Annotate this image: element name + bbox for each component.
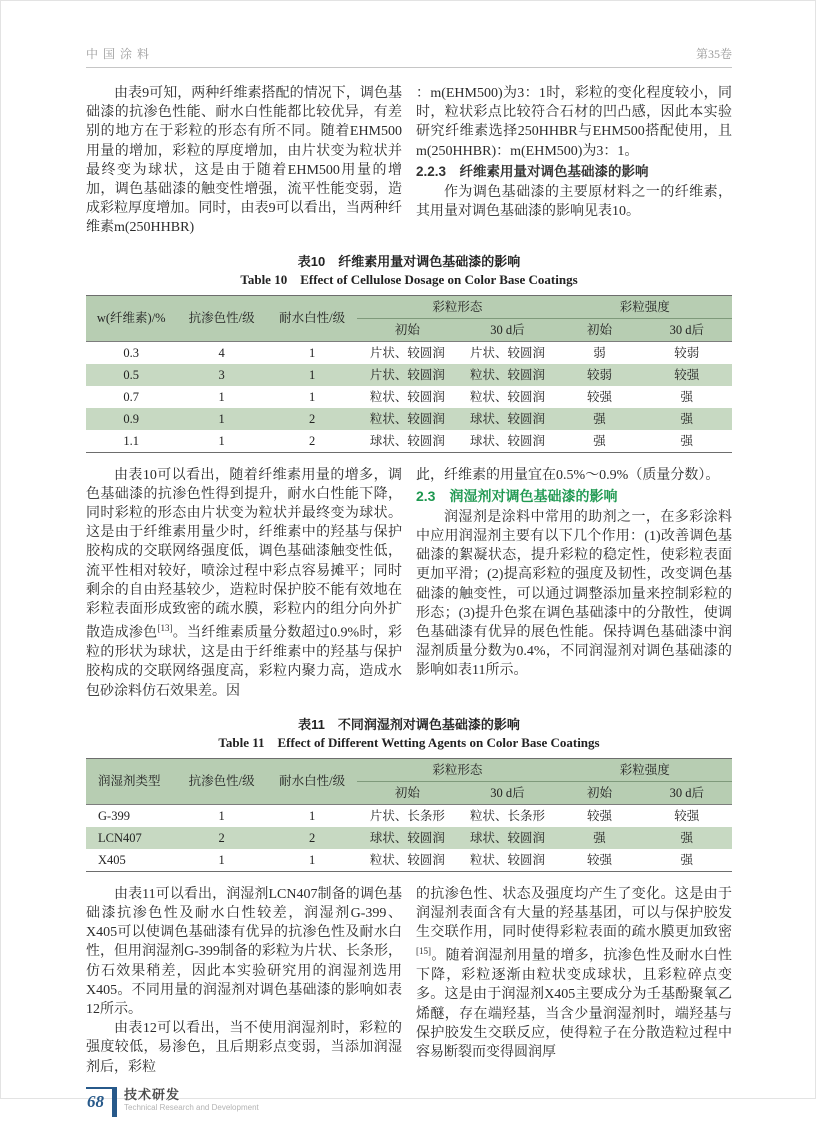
- citation-ref: [15]: [416, 946, 431, 957]
- column-subheader: 30 d后: [642, 318, 732, 341]
- table-cell: 较弱: [558, 364, 642, 386]
- column-header: w(纤维素)/%: [86, 295, 176, 341]
- table-cell: 1: [218, 389, 225, 404]
- table-row: [86, 408, 732, 430]
- table-cell: 4: [218, 345, 225, 360]
- right-column: [416, 885, 732, 1077]
- left-column: [86, 84, 402, 238]
- paragraph: ：m(EHM500)为3：1时，彩粒的变化程度较小，同时，粒状彩点比较符合石材的凹凸感，因此本实验研究纤维素选择250HHBR与EHM500搭配使用，且m(250HHBR)：m(EHM500)为3：1。: [416, 86, 732, 159]
- table-cell: 2: [176, 827, 266, 849]
- column-subheader: 初始: [357, 781, 457, 804]
- table-row: [86, 849, 732, 872]
- paragraph: 作为调色基础漆的主要原材料之一的纤维素，其用量对调色基础漆的影响见表10。: [416, 184, 732, 220]
- section-heading-2-3: 2.3 润湿剂对调色基础漆的影响: [416, 487, 618, 504]
- left-column: [86, 466, 402, 701]
- table-cell: 较强: [587, 852, 613, 867]
- table-cell: 粒状、较圆润: [469, 389, 545, 404]
- table-cell: 粒状、较圆润: [357, 408, 457, 430]
- column-header: 耐水白性/级: [267, 758, 357, 804]
- table11: [86, 758, 732, 872]
- footer-section-en: Technical Research and Development: [124, 1102, 259, 1112]
- paragraph: 润湿剂是涂料中常用的助剂之一，在多彩涂料中应用润湿剂主要有以下几个作用：(1)改善调色基础漆的絮凝状态，提升彩粒的稳定性，使彩粒表面更加平滑；(2)提高彩粒的强度及韧性，改变调色基础漆的触变性，可以通过调整添加量来控制彩粒的形态；(3)提升色浆在调色基础漆中的分散性，使调色基础漆有优异的展色性能。保持调色基础漆中润湿剂质量分数为0.4%，不同润湿剂对调色基础漆的影响如表11所示。: [416, 509, 732, 679]
- table-cell: 0.3: [123, 345, 140, 360]
- table-cell: 1.1: [123, 433, 140, 448]
- table-cell: 强: [642, 827, 732, 849]
- column-group-header: 彩粒强度: [558, 758, 732, 781]
- table-cell: 2: [267, 827, 357, 849]
- column-group-header: 彩粒形态: [357, 758, 557, 781]
- table-cell: 1: [267, 364, 357, 386]
- section-1: [86, 84, 732, 238]
- volume-number: 第35卷: [695, 47, 732, 61]
- footer-section: [124, 1087, 259, 1114]
- section-heading-2-2-3: 2.2.3 纤维素用量对调色基础漆的影响: [416, 163, 649, 179]
- table-cell: 1: [308, 389, 316, 404]
- table-cell: 粒状、较圆润: [469, 852, 545, 867]
- table-cell: 球状、较圆润: [357, 827, 457, 849]
- table-cell: 3: [176, 364, 266, 386]
- column-subheader: 初始: [558, 781, 642, 804]
- column-header: 抗渗色性/级: [176, 295, 266, 341]
- table10: [86, 295, 732, 453]
- column-subheader: 初始: [357, 318, 457, 341]
- table-row: [86, 386, 732, 408]
- footer-accent-bar: [112, 1087, 117, 1117]
- column-subheader: 30 d后: [457, 318, 557, 341]
- table-cell: 强: [593, 433, 606, 448]
- table-row: [86, 364, 732, 386]
- table-cell: 粒状、较圆润: [457, 364, 557, 386]
- right-column: [416, 84, 732, 238]
- table-cell: 较强: [587, 389, 613, 404]
- table-cell: 粒状、较圆润: [369, 852, 445, 867]
- table-row: [86, 430, 732, 453]
- table-cell: 1: [308, 345, 316, 360]
- table10-block: [86, 253, 732, 453]
- table11-header: [86, 758, 732, 804]
- table-cell: 较弱: [674, 345, 700, 360]
- paragraph: 此，纤维素的用量宜在0.5%～0.9%（质量分数）。: [416, 467, 720, 483]
- table10-header: [86, 295, 732, 341]
- table-cell: 1: [218, 852, 225, 867]
- table11-block: [86, 716, 732, 872]
- table-cell: 粒状、较圆润: [369, 389, 445, 404]
- table-cell: 球状、较圆润: [457, 408, 557, 430]
- citation-ref: [13]: [157, 623, 173, 634]
- table-cell: 强: [642, 408, 732, 430]
- table11-body: [86, 804, 732, 871]
- table-cell: 球状、较圆润: [469, 433, 545, 448]
- table-cell: 片状、较圆润: [369, 345, 445, 360]
- table11-caption-zh: 表11 不同润湿剂对调色基础漆的影响: [298, 716, 520, 732]
- paragraph: 由表9可知，两种纤维素搭配的情况下，调色基础漆的抗渗色性能、耐水白性能都比较优异，有差别的地方在于彩粒的形态有所不同。随着EHM500用量的增加，彩粒的厚度增加，由片状变为粒状并最终变为球状，这是由于随着EHM500用量的增加，调色基础漆的触变性增强，流平性能变弱，造成彩粒厚度增加。同时，由表9可以看出，当两种纤维素m(250HHBR): [86, 86, 402, 236]
- table-cell: 1: [308, 852, 316, 867]
- table11-caption-en: Table 11 Effect of Different Wetting Agents on Color Base Coatings: [218, 734, 600, 750]
- page-footer: [86, 1077, 732, 1143]
- page-header: [86, 45, 732, 68]
- table-cell: 粒状、长条形: [469, 808, 545, 823]
- table-cell: 片状、较圆润: [357, 364, 457, 386]
- column-subheader: 30 d后: [457, 781, 557, 804]
- table-cell: 1: [308, 808, 316, 823]
- journal-name: 中国涂料: [86, 47, 155, 61]
- table10-body: [86, 341, 732, 452]
- table-cell: 强: [680, 389, 694, 404]
- table-cell: 强: [558, 827, 642, 849]
- table-cell: 较强: [674, 808, 700, 823]
- section-2: [86, 466, 732, 701]
- table-cell: 1: [218, 808, 225, 823]
- table-row: [86, 341, 732, 364]
- left-column: [86, 885, 402, 1077]
- page-number: 68: [86, 1087, 112, 1112]
- column-header: 耐水白性/级: [267, 295, 357, 341]
- table-cell: 较强: [642, 364, 732, 386]
- column-group-header: 彩粒强度: [558, 295, 732, 318]
- column-header: 抗渗色性/级: [176, 758, 266, 804]
- table-cell: LCN407: [86, 827, 176, 849]
- table-cell: 0.5: [86, 364, 176, 386]
- footer-section-zh: 技术研发: [124, 1086, 181, 1102]
- table-cell: 球状、较圆润: [369, 433, 445, 448]
- table-cell: 2: [267, 408, 357, 430]
- paragraph: 的抗渗色性、状态及强度均产生了变化。这是由于润湿剂表面含有大量的羟基基团，可以与保护胶发生交联作用，同时使得彩粒表面的疏水膜更加致密[15]。随着润湿剂用量的增多，抗渗色性及耐水白性下降，彩粒逐渐由粒状变成球状，且彩粒碎点变多。这是由于润湿剂X405主要成分为壬基酚聚氧乙烯醚，存在端羟基，当含少量润湿剂时，端羟基与保护胶发生交联反应，使得粒子在分散造粒过程中容易断裂而变得圆润厚: [416, 886, 732, 1060]
- table-cell: 强: [680, 852, 694, 867]
- paragraph: 由表12可以看出，当不使用润湿剂时，彩粒的强度较低，易渗色，且后期彩点变弱，当添加润湿剂后，彩粒: [86, 1021, 402, 1075]
- table-row: [86, 827, 732, 849]
- table-cell: G-399: [98, 808, 130, 823]
- paragraph: 由表11可以看出，润湿剂LCN407制备的调色基础漆抗渗色性及耐水白性较差，润湿剂G-399、X405可以使调色基础漆有优异的抗渗色性及耐水白性，但用润湿剂G-399制备的彩粒为片状、长条形，仿石效果稍差，因此本实验研究用的润湿剂选用X405。不同用量的润湿剂对调色基础漆的影响如表12所示。: [86, 886, 402, 1017]
- table-row: [86, 804, 732, 827]
- table-cell: 弱: [593, 345, 606, 360]
- paragraph: 由表10可以看出，随着纤维素用量的增多，调色基础漆的抗渗色性得到提升，耐水白性能下降，同时彩粒的形态由片状变为粒状并最终变为球状。这是由于纤维素用量少时，纤维素中的羟基与保护胶构成的交联网络强度低，调色基础漆触变性低，流平性相对较好，喷涂过程中彩点容易摊平；同时剩余的自由羟基较少，造粒时保护胶不能有效地在彩粒表面形成致密的疏水膜，彩粒内的组分向外扩散造成渗色[13]。当纤维素质量分数超过0.9%时，彩粒的形状为球状，这是由于纤维素中的羟基与保护胶构成的交联网络强度高，彩粒内聚力高，造成水包砂涂料仿石效果差。因: [86, 467, 403, 699]
- table-cell: 0.7: [123, 389, 140, 404]
- table-cell: 较强: [587, 808, 613, 823]
- right-column: [416, 466, 732, 701]
- table-cell: 片状、较圆润: [469, 345, 545, 360]
- table-cell: X405: [98, 852, 126, 867]
- column-header: 润湿剂类型: [86, 758, 176, 804]
- table-cell: 强: [558, 408, 642, 430]
- column-subheader: 初始: [558, 318, 642, 341]
- table-cell: 1: [218, 433, 225, 448]
- table-cell: 片状、长条形: [369, 808, 445, 823]
- table10-caption-en: Table 10 Effect of Cellulose Dosage on Color Base Coatings: [240, 271, 578, 287]
- table-cell: 强: [680, 433, 694, 448]
- table-cell: 0.9: [86, 408, 176, 430]
- table-cell: 球状、较圆润: [457, 827, 557, 849]
- column-subheader: 30 d后: [642, 781, 732, 804]
- table10-caption-zh: 表10 纤维素用量对调色基础漆的影响: [297, 253, 521, 269]
- column-group-header: 彩粒形态: [357, 295, 557, 318]
- table-cell: 2: [308, 433, 316, 448]
- section-3: [86, 885, 732, 1077]
- table-cell: 1: [176, 408, 266, 430]
